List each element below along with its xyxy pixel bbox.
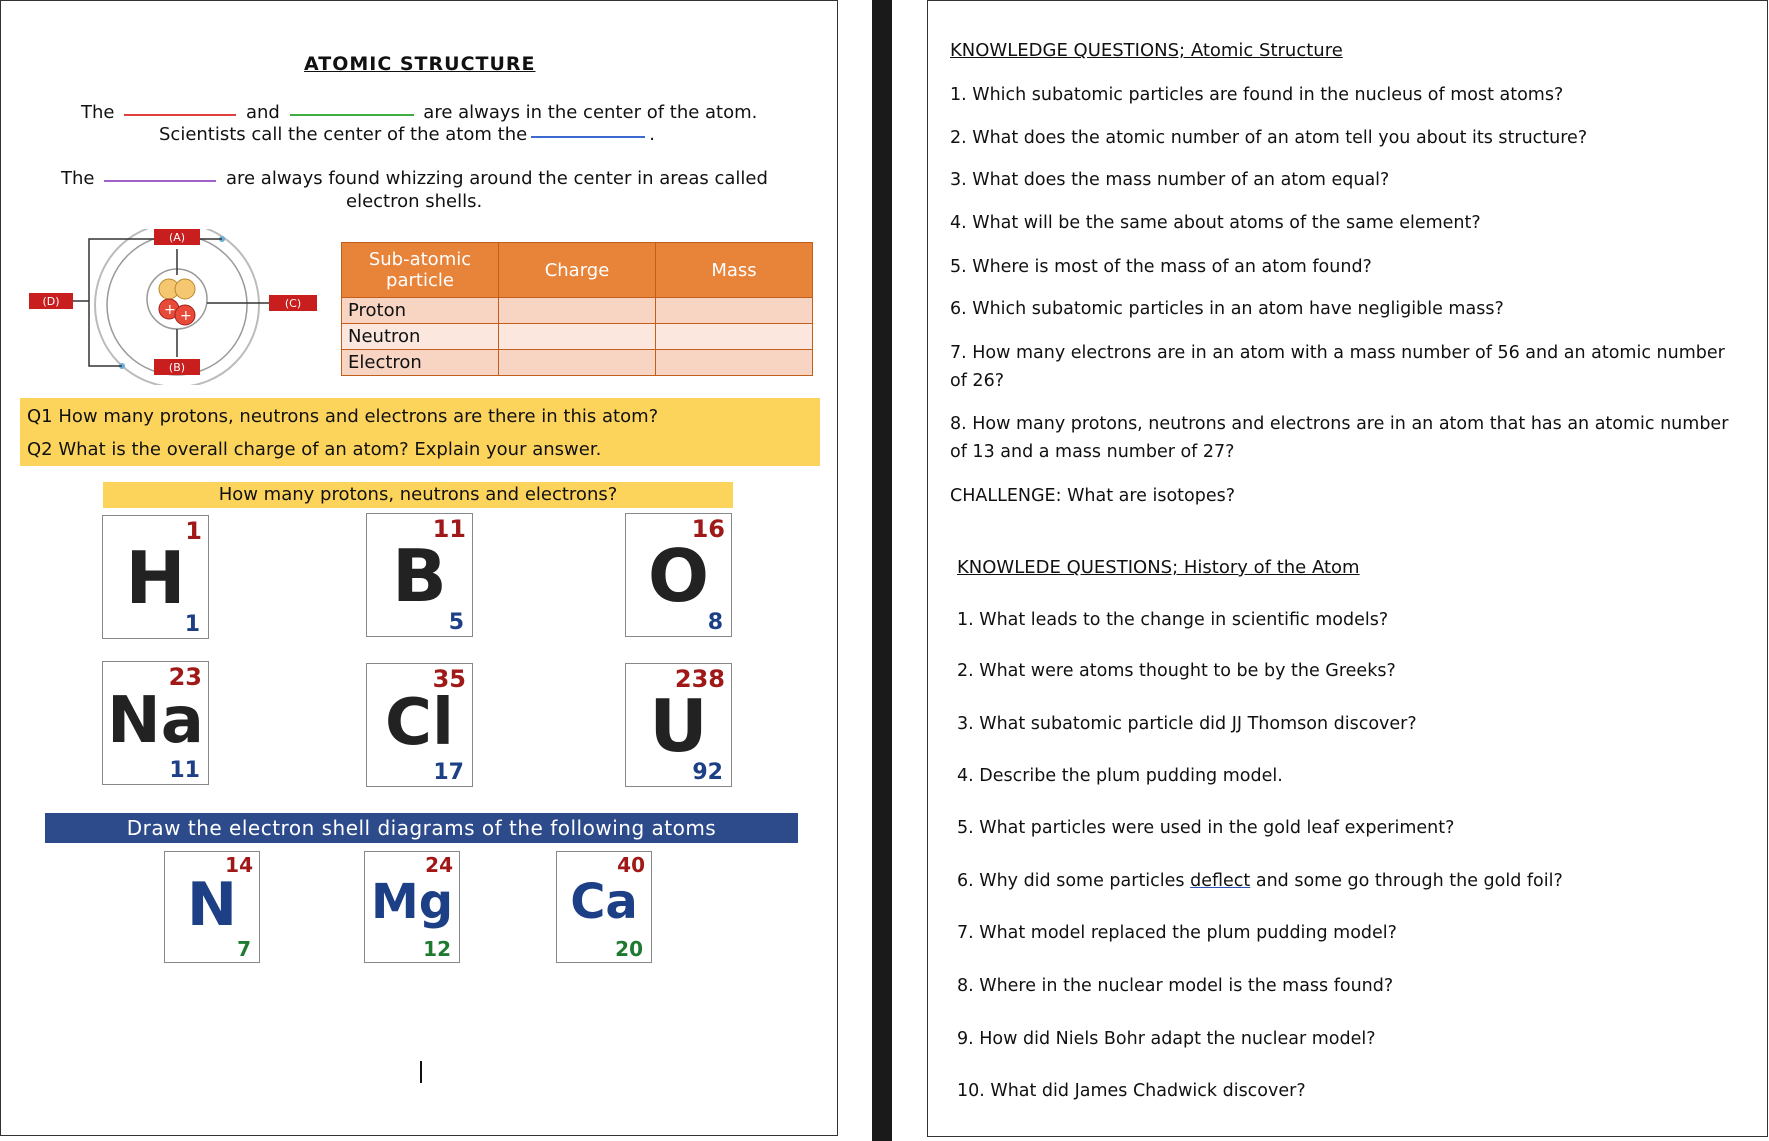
charge-cell[interactable] — [499, 298, 656, 324]
svg-text:(C): (C) — [284, 297, 302, 310]
spellcheck-word[interactable]: deflect — [1190, 871, 1251, 891]
element-tile-ca: 40 Ca 20 — [556, 851, 652, 963]
subatomic-particle-table — [341, 242, 813, 376]
page-separator — [872, 0, 892, 1141]
question-item: 2. What were atoms thought to be by the Greeks? — [957, 661, 1396, 681]
question-item: 1. What leads to the change in scientific models? — [957, 610, 1389, 630]
mass-cell[interactable] — [656, 298, 813, 324]
blank-4[interactable] — [104, 180, 216, 182]
table-header-row — [342, 243, 813, 298]
row-label: Neutron — [342, 324, 499, 350]
element-tile-na: 23 Na 11 — [102, 661, 209, 785]
question-item: 4. Describe the plum pudding model. — [957, 766, 1283, 786]
column-header: Charge — [499, 243, 656, 298]
question-item: 7. How many electrons are in an atom with a mass number of 56 and an atomic number of 26? — [950, 343, 1725, 391]
question-item: 3. What subatomic particle did JJ Thomson discover? — [957, 714, 1417, 734]
svg-text:(B): (B) — [168, 361, 186, 374]
question-item: 5. What particles were used in the gold leaf experiment? — [957, 818, 1455, 838]
neutron-particle — [175, 279, 195, 299]
element-tile-h: 1 H 1 — [102, 515, 209, 639]
sentence-3-end: electron shells. — [346, 191, 483, 212]
protons-neutrons-electrons-banner: How many protons, neutrons and electrons? — [103, 482, 733, 508]
blank-1[interactable] — [124, 114, 236, 116]
table-row — [342, 298, 813, 324]
atom-diagram — [29, 229, 331, 385]
column-header: Sub-atomic particle — [342, 243, 499, 298]
question-item: 9. How did Niels Bohr adapt the nuclear model? — [957, 1029, 1376, 1049]
question-item: 6. Why did some particles deflect and some go through the gold foil? — [957, 871, 1563, 891]
left-worksheet-page — [0, 0, 838, 1136]
question-item: 3. What does the mass number of an atom equal? — [950, 170, 1390, 190]
element-tile-cl: 35 Cl 17 — [366, 663, 473, 787]
element-tile-u: 238 U 92 — [625, 663, 732, 787]
page-title: ATOMIC STRUCTURE — [304, 53, 536, 75]
charge-cell[interactable] — [499, 350, 656, 376]
mass-cell[interactable] — [656, 350, 813, 376]
sentence-2: Scientists call the center of the atom the . — [159, 124, 655, 145]
challenge-question: CHALLENGE: What are isotopes? — [950, 486, 1236, 506]
table-row — [342, 324, 813, 350]
question-item: 1. Which subatomic particles are found in the nucleus of most atoms? — [950, 85, 1564, 105]
svg-text:(D): (D) — [42, 295, 60, 308]
sentence-1: The and are always in the center of the atom. — [81, 102, 758, 123]
element-tile-b: 11 B 5 — [366, 513, 473, 637]
row-label: Electron — [342, 350, 499, 376]
question-1: Q1 How many protons, neutrons and electrons are there in this atom? — [27, 406, 659, 427]
svg-text:+: + — [164, 302, 176, 318]
svg-text:(A): (A) — [168, 231, 186, 244]
row-label: Proton — [342, 298, 499, 324]
question-item: 2. What does the atomic number of an atom tell you about its structure? — [950, 128, 1588, 148]
charge-cell[interactable] — [499, 324, 656, 350]
text-cursor — [420, 1061, 422, 1083]
sentence-3: The are always found whizzing around the center in areas called — [61, 168, 768, 189]
question-item: 10. What did James Chadwick discover? — [957, 1081, 1306, 1101]
question-item: 5. Where is most of the mass of an atom found? — [950, 257, 1372, 277]
element-tile-n: 14 N 7 — [164, 851, 260, 963]
blank-2[interactable] — [290, 114, 414, 116]
question-2: Q2 What is the overall charge of an atom? Explain your answer. — [27, 439, 602, 460]
table-row — [342, 350, 813, 376]
heading-atomic-structure: KNOWLEDGE QUESTIONS; Atomic Structure — [950, 40, 1343, 61]
blank-3[interactable] — [531, 136, 645, 138]
svg-text:+: + — [180, 308, 192, 324]
element-tile-o: 16 O 8 — [625, 513, 732, 637]
question-item: 6. Which subatomic particles in an atom have negligible mass? — [950, 299, 1504, 319]
right-questions-page — [927, 0, 1768, 1137]
heading-history-of-atom: KNOWLEDE QUESTIONS; History of the Atom — [957, 557, 1360, 578]
element-tile-mg: 24 Mg 12 — [364, 851, 460, 963]
question-box — [20, 398, 820, 466]
question-item: 8. How many protons, neutrons and electrons are in an atom that has an atomic number of 13 and a mass number of 27? — [950, 414, 1729, 462]
column-header: Mass — [656, 243, 813, 298]
mass-cell[interactable] — [656, 324, 813, 350]
question-item: 7. What model replaced the plum pudding model? — [957, 923, 1397, 943]
question-item: 4. What will be the same about atoms of the same element? — [950, 213, 1481, 233]
electron-shell-banner: Draw the electron shell diagrams of the following atoms — [45, 813, 798, 843]
question-item: 8. Where in the nuclear model is the mass found? — [957, 976, 1394, 996]
